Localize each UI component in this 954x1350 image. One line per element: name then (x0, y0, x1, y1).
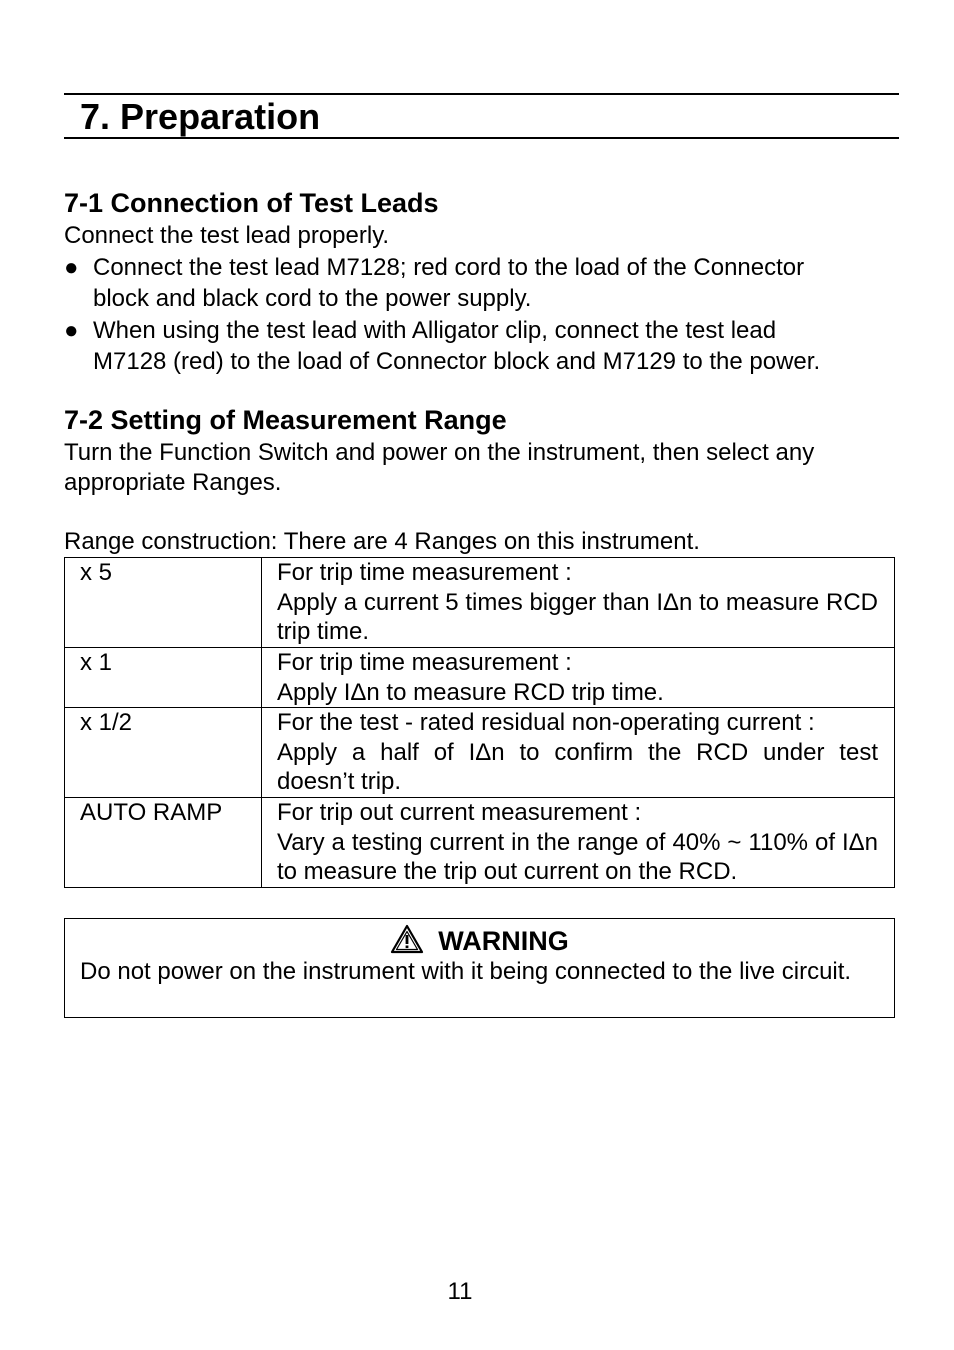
description-body: Apply IΔn to measure RCD trip time. (277, 678, 664, 706)
description-body: Apply a current 5 times bigger than IΔn to measure RCD trip time. (277, 588, 878, 645)
section-heading-range: 7-2 Setting of Measurement Range (64, 405, 507, 435)
bullet-text-line: When using the test lead with Alligator clip, connect the test lead (93, 317, 777, 344)
section-intro-line: Turn the Function Switch and power on the instrument, then select any (64, 439, 815, 466)
bullet-dot: ● (64, 254, 79, 281)
table-row (65, 708, 895, 798)
description-cell (262, 648, 895, 708)
bullet-item-connect-lead (64, 252, 884, 314)
warning-heading (65, 924, 894, 957)
chapter-title: 7. Preparation (80, 96, 321, 137)
chapter-header (64, 93, 899, 139)
description-body: Vary a testing current in the range of 40% ~ 110% of IΔn to measure the trip out current on the RCD. (277, 828, 878, 885)
description-title: For the test - rated residual non-operating current : (277, 709, 815, 736)
bullet-text-line: M7128 (red) to the load of Connector block and M7129 to the power. (93, 348, 821, 375)
table-row (65, 558, 895, 648)
warning-triangle-icon (390, 924, 424, 954)
warning-title: WARNING (438, 926, 569, 956)
table-row (65, 648, 895, 708)
description-cell (262, 798, 895, 888)
section-intro-line: appropriate Ranges. (64, 469, 282, 496)
warning-text: Do not power on the instrument with it being connected to the live circuit. (80, 958, 852, 985)
description-title: For trip out current measurement : (277, 799, 642, 826)
table-row (65, 798, 895, 888)
table-caption: Range construction: There are 4 Ranges on this instrument. (64, 528, 700, 555)
description-cell (262, 708, 895, 798)
description-title: For trip time measurement : (277, 649, 572, 676)
description-title: For trip time measurement : (277, 559, 572, 586)
bullet-item-alligator-clip (64, 315, 884, 377)
range-table (64, 557, 895, 888)
range-cell: x 1 (65, 648, 262, 708)
range-cell: AUTO RAMP (65, 798, 262, 888)
bullet-text-line: block and black cord to the power supply. (93, 285, 532, 312)
description-cell (262, 558, 895, 648)
page-number: 11 (447, 1278, 473, 1305)
section-intro-connection: Connect the test lead properly. (64, 222, 390, 249)
range-cell: x 1/2 (65, 708, 262, 798)
section-heading-connection: 7-1 Connection of Test Leads (64, 188, 439, 218)
bullet-text-line: Connect the test lead M7128; red cord to the load of the Connector (93, 254, 805, 281)
range-cell: x 5 (65, 558, 262, 648)
description-body: Apply a half of IΔn to confirm the RCD under test doesn’t trip. (277, 738, 878, 795)
bullet-dot: ● (64, 317, 79, 344)
warning-box (64, 918, 895, 1018)
